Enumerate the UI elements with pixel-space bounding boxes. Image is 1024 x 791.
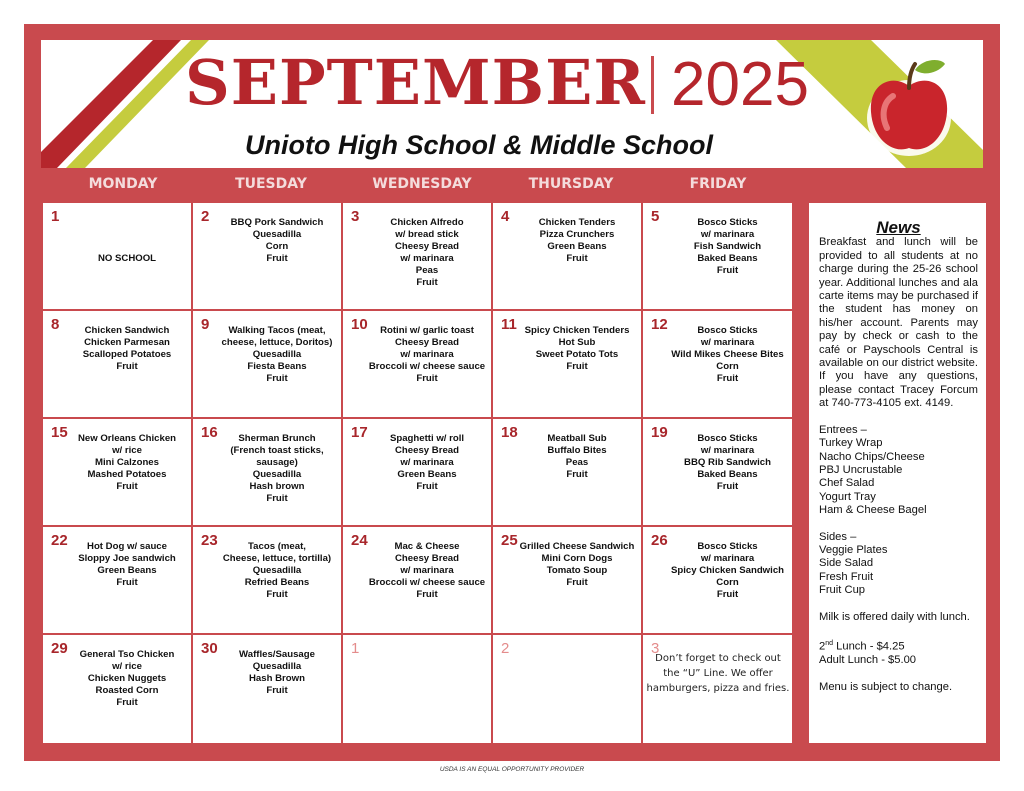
menu-items [215,541,339,601]
menu-item: Fruit [716,589,739,600]
day-number: 16 [201,424,218,441]
calendar-day-cell [343,419,493,527]
day-number: 12 [651,316,668,333]
menu-item: Hash Brown [249,673,305,684]
menu-items [65,433,189,493]
menu-item: Bosco Sticks [697,541,758,552]
day-number: 3 [651,640,660,657]
footer-note: USDA IS AN EQUAL OPPORTUNITY PROVIDER [439,766,585,773]
menu-item: Roasted Corn [95,685,159,696]
news-intro: Breakfast and lunch will be provided to all students at no charge during the 25-26 school year. Additional lunches and ala carte items may be purchased if the student has money on his/her account. Parents may pay by check or cash to the café or Payschools Central is available on our district website. If you have any questions, please contact Tracey Forcum at 740-773-4105 ext. 4149. [819,236,978,410]
school-name: Unioto High School & Middle School [245,130,713,160]
calendar-day-cell [193,635,343,743]
adult-lunch-price: Adult Lunch - $5.00 [819,654,917,667]
milk-note: Milk is offered daily with lunch. [819,610,970,623]
menu-item: General Tso Chicken [79,649,175,660]
menu-item: Chicken Nuggets [87,673,167,684]
entree-item: Chef Salad [819,477,875,490]
menu-item: Rotini w/ garlic toast [380,325,474,336]
note-line: hamburgers, pizza and fries. [646,683,790,694]
menu-item: Green Beans [397,469,457,480]
menu-item: New Orleans Chicken [77,433,177,444]
menu-item: Chicken Sandwich [84,325,170,336]
menu-items [515,325,639,373]
menu-item: Quesadilla [252,229,302,240]
menu-item: Fiesta Beans [247,361,307,372]
calendar-day-cell [193,527,343,635]
menu-items [665,217,790,277]
menu-items [365,541,489,601]
menu-item: Quesadilla [252,469,302,480]
menu-item: Fruit [116,577,138,588]
menu-item: Quesadilla [252,349,302,360]
menu-item: Corn [716,577,739,588]
menu-item: Broccoli w/ cheese sauce [368,361,486,372]
day-number: 18 [501,424,518,441]
day-number: 2 [501,640,510,657]
year-title: 2025 [671,50,809,119]
menu-item: Cheesy Bread [395,337,459,348]
menu-items [215,325,339,385]
menu-item: Fruit [266,493,288,504]
second-lunch-price: 2nd Lunch - $4.25 [819,639,905,653]
menu-item: (French toast sticks, sausage) [230,445,324,468]
menu-items [65,217,189,265]
day-number: 10 [351,316,368,333]
menu-item: w/ marinara [700,337,755,348]
day-number: 25 [501,532,518,549]
menu-item: w/ marinara [700,229,755,240]
menu-item: Baked Beans [697,469,758,480]
weekday-tuesday: TUESDAY [235,176,307,192]
entrees-list [819,437,978,517]
menu-item: Fruit [116,361,138,372]
day-number: 9 [201,316,210,333]
menu-change-note: Menu is subject to change. [819,680,953,693]
news-title: News [876,218,921,237]
menu-item: Chicken Alfredo [390,217,464,228]
month-title: SEPTEMBER [185,46,646,119]
menu-item: Bosco Sticks [697,217,758,228]
menu-item: Quesadilla [252,565,302,576]
menu-item: Fruit [416,589,438,600]
menu-item: Broccoli w/ cheese sauce [368,577,486,588]
menu-items [365,217,489,289]
menu-item: Hot Sub [558,337,596,348]
menu-item: w/ marinara [400,349,454,360]
menu-item: w/ marinara [400,457,454,468]
menu-item: Cheesy Bread [395,241,459,252]
menu-item: Fruit [116,697,138,708]
menu-item: Buffalo Bites [547,445,607,456]
calendar-day-cell [193,311,343,419]
calendar-day-cell [643,203,792,311]
menu-item: Pizza Crunchers [539,229,615,240]
day-number: 11 [501,316,517,333]
menu-item: Hot Dog w/ sauce [87,541,167,552]
menu-item: Fruit [416,481,438,492]
menu-item: Hash brown [249,481,305,492]
menu-item: Fruit [416,277,438,288]
menu-item: Fruit [266,373,288,384]
day-number: 4 [501,208,510,225]
menu-items [215,217,339,265]
side-item: Fresh Fruit [819,570,874,583]
menu-items [515,217,639,265]
menu-item: Peas [565,457,589,468]
menu-item: Fruit [116,481,138,492]
menu-items [65,325,189,373]
side-item: Fruit Cup [819,584,866,597]
sides-heading: Sides – [819,530,857,543]
menu-item: Refried Beans [244,577,310,588]
menu-items [665,325,790,385]
menu-item [65,217,189,229]
menu-items [215,433,339,505]
menu-item: Chicken Parmesan [84,337,170,348]
menu-item: Green Beans [97,565,157,576]
menu-item: Fruit [566,253,588,264]
day-number: 17 [351,424,368,441]
calendar-day-cell [493,419,643,527]
title-divider [651,56,654,114]
calendar-day-cell [643,311,792,419]
menu-item: w/ rice [112,661,142,672]
day-number: 24 [351,532,368,549]
menu-item: BBQ Rib Sandwich [684,457,771,468]
menu-items [65,649,189,709]
calendar-day-cell [343,203,493,311]
calendar-day-cell [43,419,193,527]
weekday-thursday: THURSDAY [528,176,614,192]
menu-item: w/ marinara [700,445,755,456]
menu-item: w/ rice [112,445,142,456]
entree-item: Ham & Cheese Bagel [819,504,927,517]
menu-item: Cheesy Bread [395,553,459,564]
calendar-day-cell [343,635,493,743]
menu-item: Bosco Sticks [697,325,758,336]
menu-item: Fruit [566,361,588,372]
menu-item [65,241,189,253]
menu-items [515,541,639,589]
menu-item: Fruit [266,253,288,264]
menu-item: Mini Corn Dogs [541,553,613,564]
menu-item: w/ marinara [700,553,755,564]
entree-item: Turkey Wrap [819,437,883,450]
calendar-day-cell [643,419,792,527]
day-number: 26 [651,532,668,549]
menu-item: Sherman Brunch [238,433,316,444]
menu-items [515,433,639,481]
menu-items [665,433,790,493]
menu-item: Spicy Chicken Tenders [524,325,630,336]
menu-items [665,541,790,601]
menu-item: Fruit [266,589,288,600]
menu-item: w/ marinara [400,253,454,264]
menu-item: Quesadilla [252,661,302,672]
day-number: 1 [351,640,360,657]
menu-items [215,649,339,697]
calendar-header [41,40,983,168]
day-number: 22 [51,532,68,549]
calendar-day-cell [343,527,493,635]
menu-item: w/ marinara [400,565,454,576]
menu-item: Meatball Sub [547,433,607,444]
menu-item: Cheese, lettuce, tortilla) [222,553,332,564]
calendar-day-cell [643,527,792,635]
menu-item: Chicken Tenders [538,217,616,228]
calendar-grid [43,203,792,743]
menu-item: Corn [265,241,289,252]
day-number: 15 [51,424,68,441]
news-panel [809,203,986,743]
menu-item: Tomato Soup [546,565,608,576]
day-number: 29 [51,640,68,657]
u-line-note [646,651,790,696]
menu-item: Wild Mikes Cheese Bites [671,349,784,360]
menu-item: Waffles/Sausage [239,649,315,660]
menu-item: Fruit [716,265,739,276]
apple-icon [863,56,955,160]
menu-item: Spaghetti w/ roll [389,433,465,444]
entrees-heading: Entrees – [819,423,867,436]
calendar-day-cell [493,311,643,419]
entree-item: Yogurt Tray [819,490,876,503]
entree-item: PBJ Uncrustable [819,463,903,476]
weekday-friday: FRIDAY [689,176,747,192]
menu-item: Walking Tacos (meat, [228,325,326,336]
menu-item: Mashed Potatoes [87,469,167,480]
note-line: Don’t forget to check out [655,653,781,664]
menu-items [365,433,489,493]
menu-item: cheese, lettuce, Doritos) [221,337,333,348]
day-number: 5 [651,208,660,225]
day-number: 1 [51,208,60,225]
calendar-day-cell [343,311,493,419]
menu-item: Sloppy Joe sandwich [78,553,176,564]
day-number: 2 [201,208,210,225]
calendar-day-cell [493,635,643,743]
weekday-wednesday: WEDNESDAY [372,176,472,192]
menu-item: NO SCHOOL [97,253,157,264]
side-item: Veggie Plates [819,543,888,556]
menu-item: Green Beans [547,241,607,252]
menu-item: Scalloped Potatoes [82,349,172,360]
menu-item: Cheesy Bread [395,445,459,456]
menu-item: Fruit [416,373,438,384]
menu-item: Sweet Potato Tots [535,349,619,360]
calendar-day-cell [643,635,792,743]
calendar-day-cell [43,203,193,311]
calendar-day-cell [43,635,193,743]
menu-item: Spicy Chicken Sandwich [670,565,785,576]
menu-item: Mini Calzones [95,457,159,468]
calendar-day-cell [193,203,343,311]
note-line: the “U” Line. We offer [663,668,773,679]
calendar-day-cell [193,419,343,527]
menu-item: Mac & Cheese [394,541,460,552]
menu-item: BBQ Pork Sandwich [230,217,324,228]
menu-item: Fruit [716,481,739,492]
calendar-day-cell [43,311,193,419]
menu-item: Fish Sandwich [693,241,762,252]
menu-item: Fruit [566,469,588,480]
day-number: 23 [201,532,218,549]
calendar-day-cell [493,527,643,635]
day-number: 8 [51,316,60,333]
menu-item [65,229,189,241]
day-number: 3 [351,208,360,225]
menu-item: Bosco Sticks [697,433,758,444]
day-number: 19 [651,424,668,441]
menu-item: w/ bread stick [395,229,459,240]
menu-item: Baked Beans [697,253,758,264]
menu-item: Tacos (meat, [248,541,306,552]
menu-item: Fruit [266,685,288,696]
entree-item: Nacho Chips/Cheese [819,450,925,463]
calendar-day-cell [43,527,193,635]
menu-items [365,325,489,385]
menu-item: Fruit [716,373,739,384]
menu-item: Fruit [566,577,588,588]
menu-item: Corn [716,361,739,372]
menu-items [65,541,189,589]
weekday-monday: MONDAY [88,176,158,192]
menu-item: Peas [415,265,439,276]
calendar-day-cell [493,203,643,311]
sides-list [819,544,978,598]
menu-item: Grilled Cheese Sandwich [519,541,635,552]
side-item: Side Salad [819,557,874,570]
day-number: 30 [201,640,218,657]
